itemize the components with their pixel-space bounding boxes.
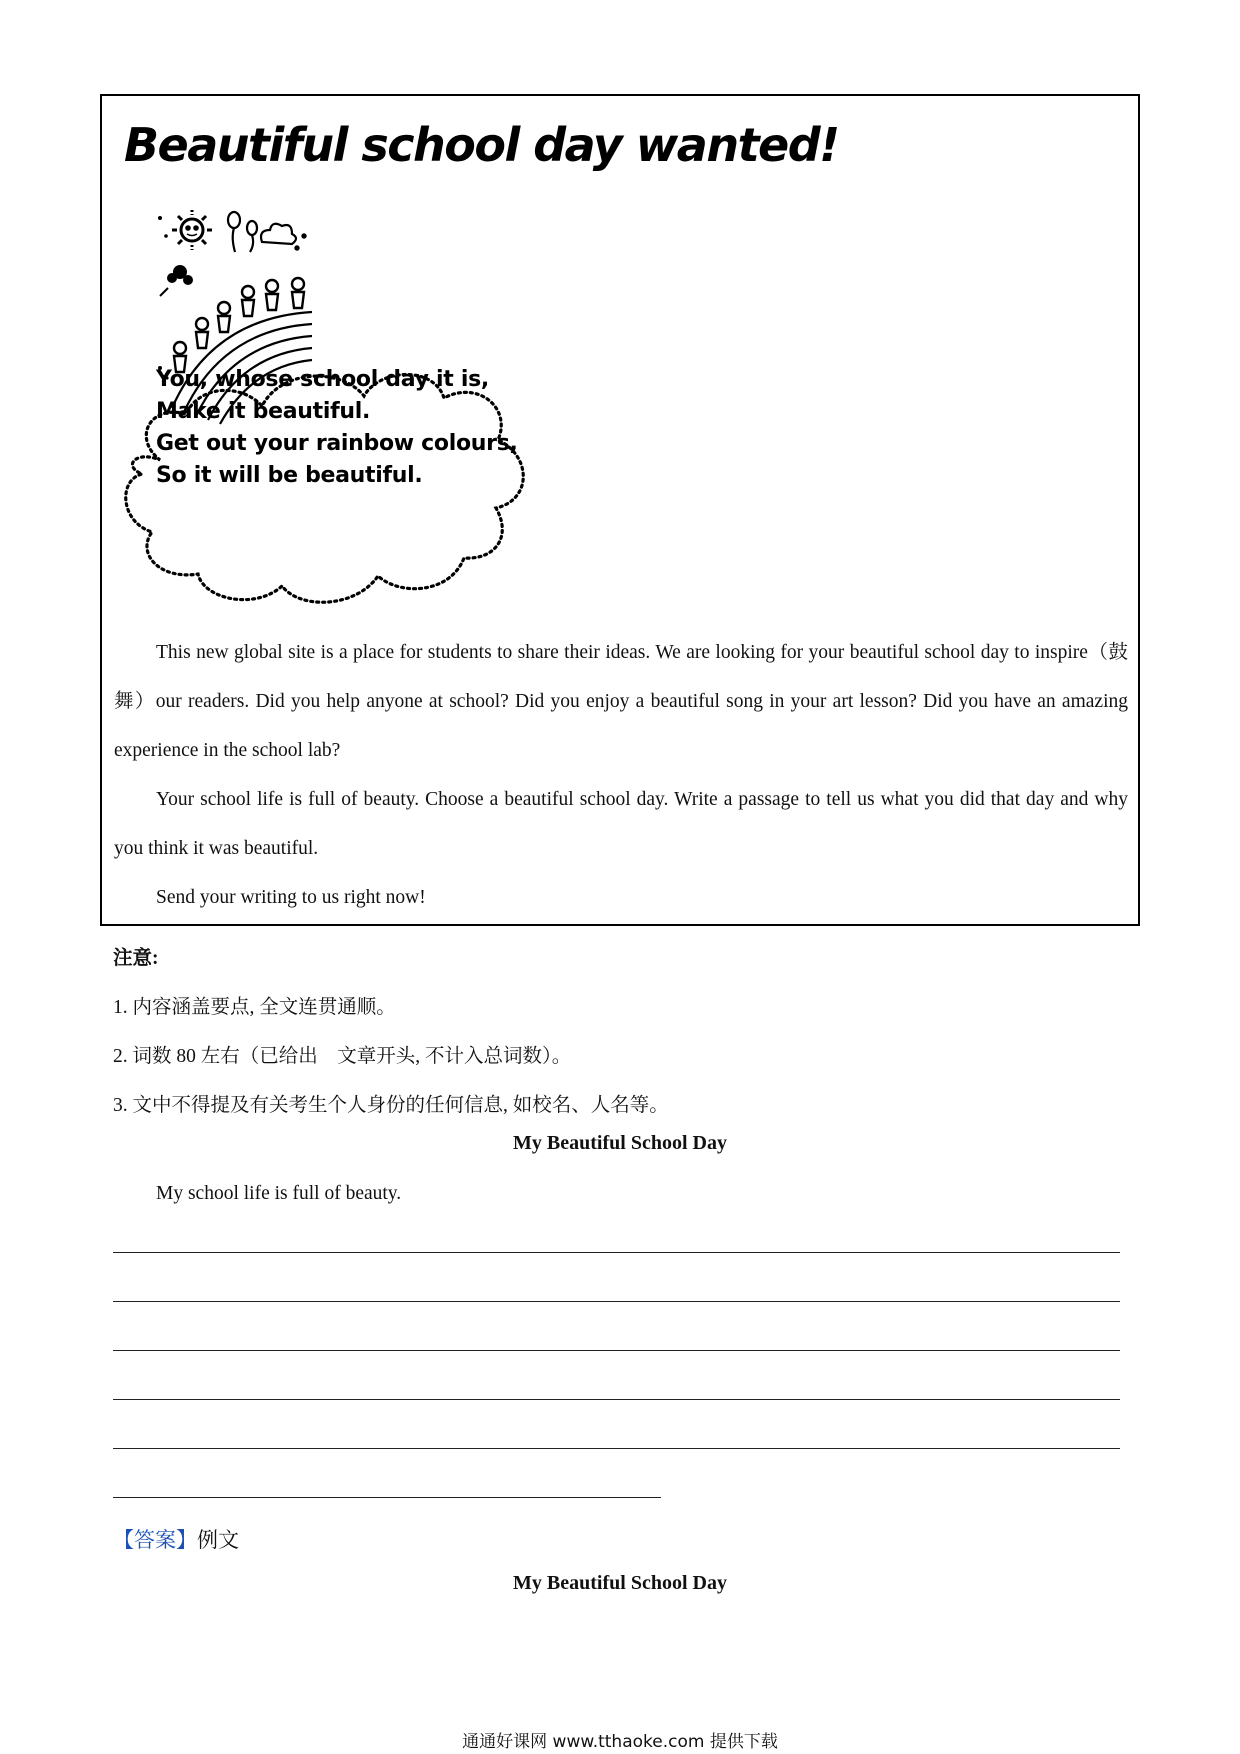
writing-line [113, 1301, 1120, 1302]
poem-line: Get out your rainbow colours, [156, 431, 518, 456]
poster-box [100, 94, 1140, 926]
answer-type: 例文 [197, 1528, 239, 1552]
answer-tag: 【答案】 [113, 1528, 197, 1552]
poem-line: Make it beautiful. [156, 399, 371, 424]
note-item: 1. 内容涵盖要点, 全文连贯通顺。 [113, 997, 396, 1018]
poster-paragraph: Send your writing to us right now! [156, 887, 426, 908]
writing-line [113, 1497, 661, 1498]
writing-title: My Beautiful School Day [513, 1132, 727, 1154]
flower-icon [160, 266, 192, 296]
balloon-icon [228, 212, 257, 252]
writing-line [113, 1252, 1120, 1253]
answer-label [113, 1524, 239, 1554]
small-cloud-icon [261, 224, 306, 250]
children-figures-icon [174, 278, 304, 372]
poem-text [156, 364, 518, 492]
poster-body [114, 628, 1128, 922]
writing-line [113, 1350, 1120, 1351]
notes-heading: 注意: [113, 948, 159, 969]
poster-paragraph: This new global site is a place for students to share their ideas. We are looking for your beautiful school day to inspire（鼓舞）our readers. Did you help anyone at school? Did you enjoy a beautiful song in your art lesson? Did you have an amazing experience in the school lab? [114, 642, 1128, 761]
page-footer: 通通好课网 www.tthaoke.com 提供下载 [462, 1732, 778, 1752]
poem-line: So it will be beautiful. [156, 463, 423, 488]
writing-starter: My school life is full of beauty. [156, 1183, 402, 1204]
sparkle-dots-icon [158, 216, 169, 380]
notes-section [113, 934, 1113, 1130]
writing-line [113, 1399, 1120, 1400]
writing-line [113, 1448, 1120, 1449]
poster-paragraph: Your school life is full of beauty. Choose a beautiful school day. Write a passage to tell us what you did that day and why you think it was beautiful. [114, 789, 1128, 859]
answer-title: My Beautiful School Day [513, 1572, 727, 1594]
poster-title: Beautiful school day wanted! [124, 118, 839, 172]
poem-line: You, whose school day it is, [156, 367, 489, 392]
sun-icon [172, 210, 212, 250]
note-item: 3. 文中不得提及有关考生个人身份的任何信息, 如校名、人名等。 [113, 1095, 669, 1116]
note-item: 2. 词数 80 左右（已给出 文章开头, 不计入总词数）。 [113, 1046, 572, 1067]
